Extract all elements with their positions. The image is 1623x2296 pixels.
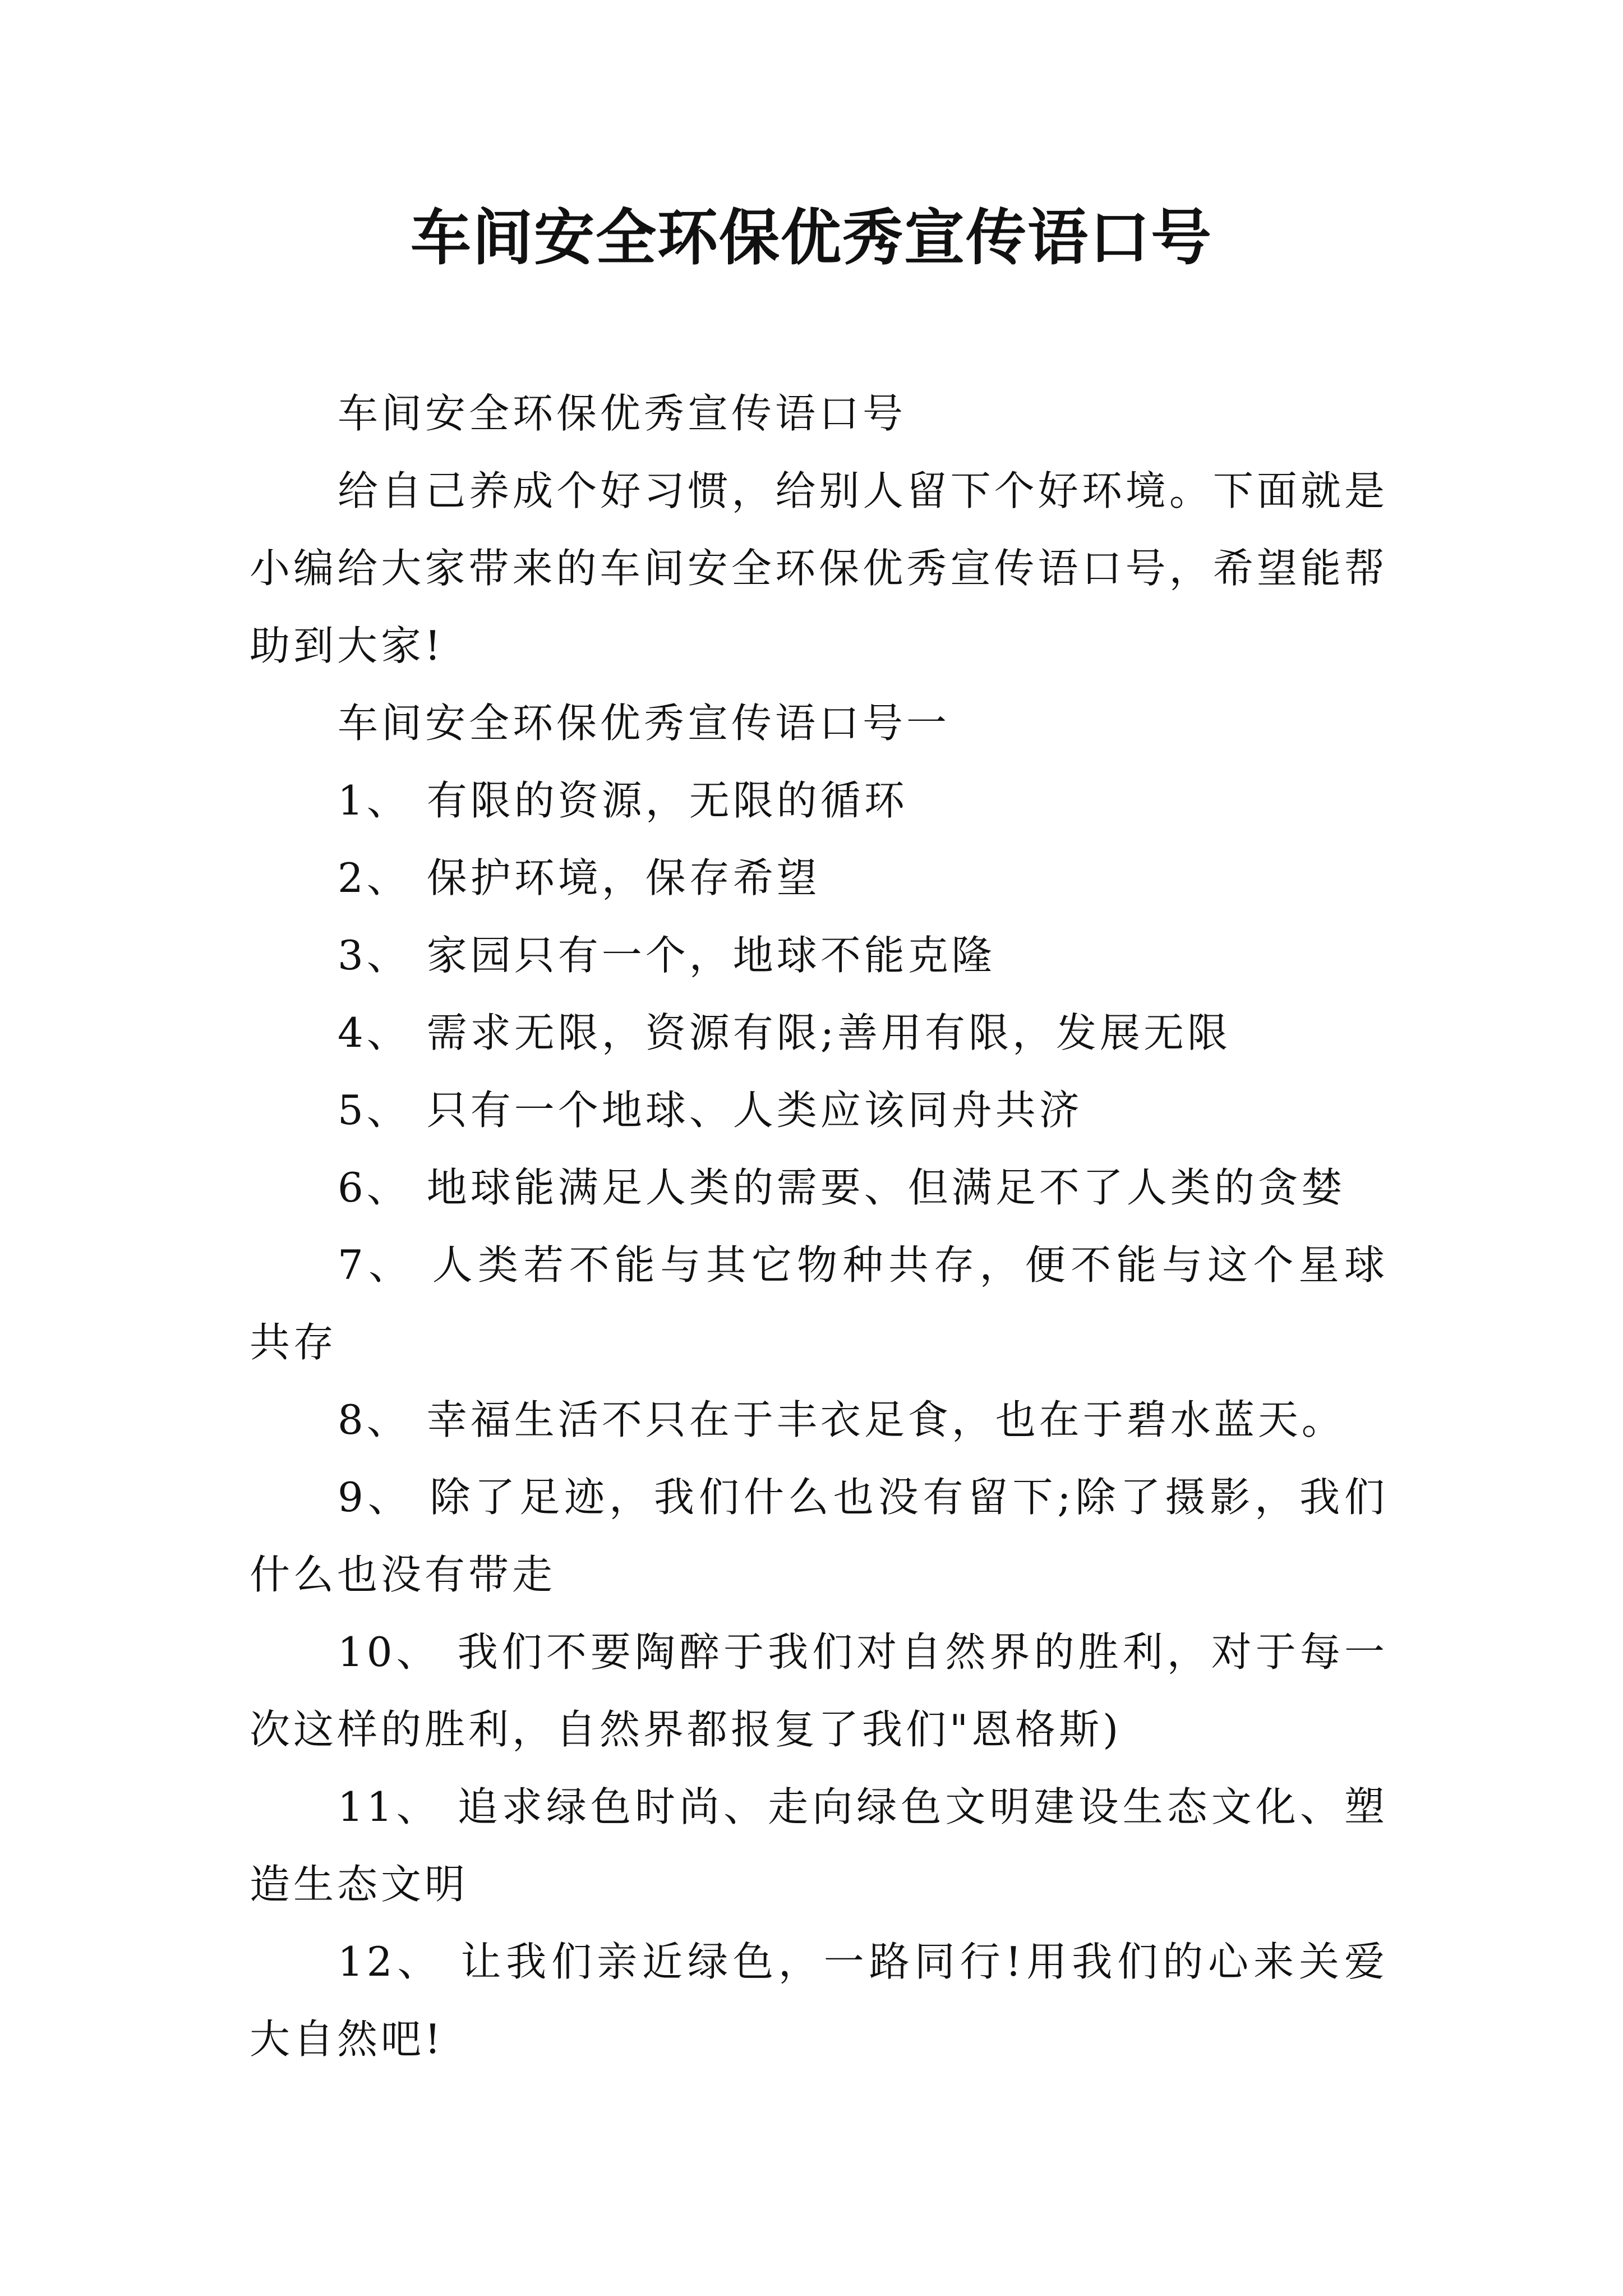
slogan-item-10: 10、 我们不要陶醉于我们对自然界的胜利，对于每一次这样的胜利，自然界都报复了我们"恩格斯) — [250, 1628, 1388, 1753]
document-title: 车间安全环保优秀宣传语口号 — [410, 203, 1212, 273]
document-body — [250, 375, 1388, 2078]
slogan-item-7: 7、 人类若不能与其它物种共存，便不能与这个星球共存 — [250, 1241, 1388, 1366]
subtitle-paragraph: 车间安全环保优秀宣传语口号 — [338, 390, 907, 437]
slogan-item-6: 6、 地球能满足人类的需要、但满足不了人类的贪婪 — [338, 1164, 1345, 1211]
slogan-item-2: 2、 保护环境，保存希望 — [338, 854, 820, 901]
slogan-item-4: 4、 需求无限，资源有限;善用有限，发展无限 — [338, 1009, 1231, 1056]
intro-paragraph: 给自己养成个好习惯，给别人留下个好环境。下面就是小编给大家带来的车间安全环保优秀宣传语口号，希望能帮助到大家! — [250, 467, 1388, 669]
slogan-item-11: 11、 追求绿色时尚、走向绿色文明建设生态文化、塑造生态文明 — [250, 1783, 1388, 1908]
section-heading: 车间安全环保优秀宣传语口号一 — [338, 700, 951, 747]
slogan-item-9: 9、 除了足迹，我们什么也没有留下;除了摄影，我们什么也没有带走 — [250, 1474, 1388, 1598]
slogan-item-12: 12、 让我们亲近绿色，一路同行!用我们的心来关爱大自然吧! — [250, 1938, 1388, 2063]
slogan-item-5: 5、 只有一个地球、人类应该同舟共济 — [338, 1087, 1083, 1134]
slogan-item-1: 1、 有限的资源，无限的循环 — [338, 777, 908, 824]
slogan-item-3: 3、 家园只有一个，地球不能克隆 — [338, 932, 995, 979]
slogan-item-8: 8、 幸福生活不只在于丰衣足食，也在于碧水蓝天。 — [338, 1396, 1345, 1443]
